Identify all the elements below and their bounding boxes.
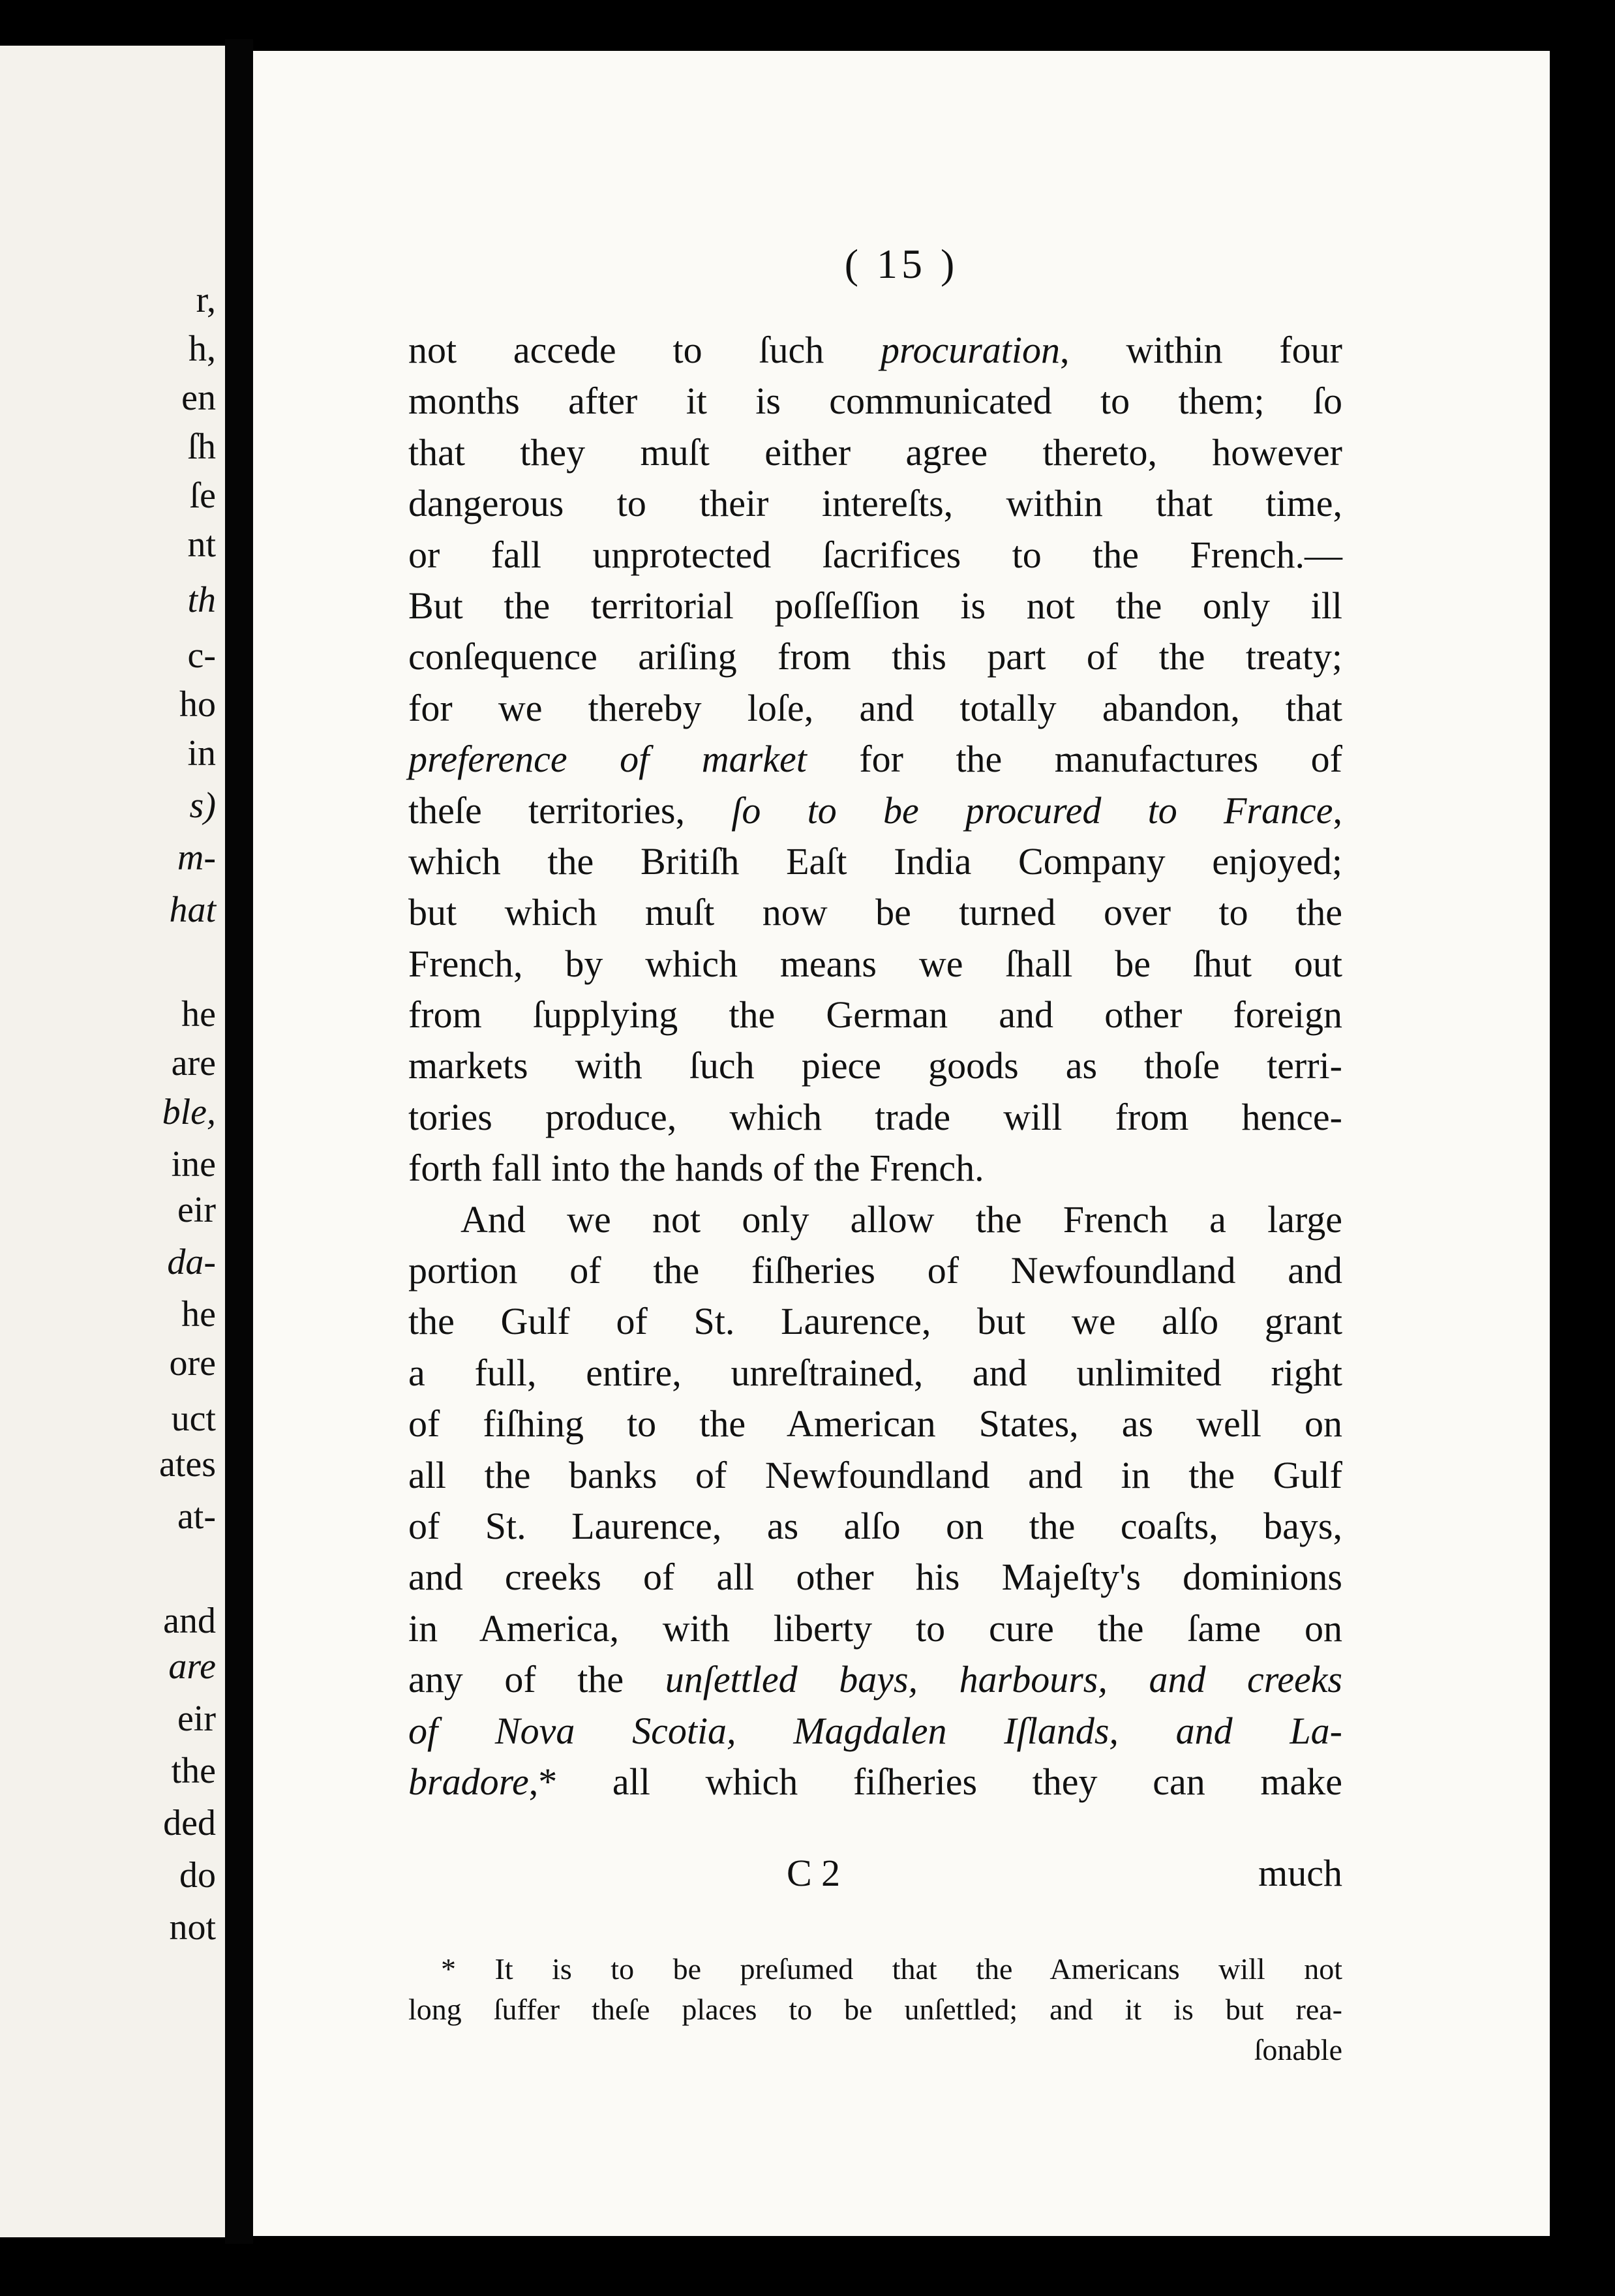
text-line: of fiſhing to the American States, as well on xyxy=(408,1402,1342,1445)
left-page-line: in xyxy=(187,733,216,774)
left-page-line: nt xyxy=(187,524,216,565)
text-line: theſe territories, ſo to be procured to France, xyxy=(408,789,1342,832)
text-line xyxy=(408,1706,1342,1757)
text-line: or fall unprotected ſacrifices to the French.— xyxy=(408,533,1342,576)
text-line: conſequence ariſing from this part of the treaty; xyxy=(408,635,1342,678)
left-page-line: ho xyxy=(179,684,216,725)
book-gutter xyxy=(225,39,253,2244)
left-page-line: he xyxy=(181,994,216,1035)
text-line: And we not only allow the French a large xyxy=(460,1198,1342,1241)
left-page-line: do xyxy=(179,1855,216,1896)
catchword: much xyxy=(1258,1852,1342,1894)
footnote-line: * It is to be preſumed that the Americans will not xyxy=(441,1952,1342,1986)
left-page-line: s) xyxy=(189,785,216,826)
text-line: But the territorial poſſeſſion is not the only ill xyxy=(408,584,1342,627)
text-line: tories produce, which trade will from hence- xyxy=(408,1095,1342,1138)
footnote-line: ſonable xyxy=(1254,2033,1342,2066)
left-page-line: and xyxy=(163,1601,216,1641)
italic-run: preference of market xyxy=(408,738,807,781)
left-page-line: not xyxy=(169,1907,216,1948)
left-page-line: ble, xyxy=(162,1092,216,1132)
left-page-line: ates xyxy=(158,1444,216,1485)
text-line: the Gulf of St. Laurence, but we alſo grant xyxy=(408,1300,1342,1343)
left-page-line: da- xyxy=(167,1242,216,1282)
left-page-line: h, xyxy=(189,329,216,369)
left-page-line: eir xyxy=(177,1190,216,1230)
text-line: and creeks of all other his Majeſty's dominions xyxy=(408,1556,1342,1599)
body-text xyxy=(408,325,1342,1807)
left-page-line: ſe xyxy=(189,476,216,516)
footnote-line: long ſuffer theſe places to be unſettled; and it is but rea- xyxy=(408,1993,1342,2026)
page-number-header: ( 15 ) xyxy=(844,241,959,287)
text-line: dangerous to their intereſts, within that time, xyxy=(408,482,1342,525)
text-line: for we thereby loſe, and totally abandon, that xyxy=(408,686,1342,729)
left-page-line: c- xyxy=(187,635,216,676)
left-page-line: are xyxy=(171,1043,216,1083)
left-page-line: r, xyxy=(196,280,216,320)
italic-run: ſo to be procured to France xyxy=(731,789,1333,832)
left-page-line: ſh xyxy=(187,427,216,467)
text-line: not accede to ſuch procuration, within four xyxy=(408,329,1342,371)
text-line: in America, with liberty to cure the ſame on xyxy=(408,1607,1342,1650)
left-page-line: are xyxy=(168,1646,216,1687)
italic-run: of Nova Scotia, Magdalen Iſlands, and La- xyxy=(408,1709,1342,1752)
text-line: any of the unſettled bays, harbours, and creeks xyxy=(408,1658,1343,1701)
text-line: portion of the fiſheries of Newfoundland and xyxy=(408,1249,1342,1292)
text-line: months after it is communicated to them; ſo xyxy=(408,380,1342,423)
left-page-line: uct xyxy=(171,1398,216,1439)
text-line: which the Britiſh Eaſt India Company enjoyed; xyxy=(408,839,1342,883)
text-line: forth fall into the hands of the French. xyxy=(408,1147,984,1190)
page-footer-row xyxy=(408,1851,1342,1903)
left-page-line: ded xyxy=(163,1803,216,1843)
left-page-line: en xyxy=(181,378,216,418)
previous-page-fragment xyxy=(0,46,225,2237)
text-line: preference of market for the manufactures of xyxy=(408,738,1342,781)
left-page-line: at- xyxy=(177,1496,216,1537)
left-page-line: m- xyxy=(177,838,216,878)
left-page-line: he xyxy=(181,1294,216,1335)
text-line: a full, entire, unreſtrained, and unlimited right xyxy=(408,1351,1342,1394)
italic-run: procuration xyxy=(881,329,1061,371)
text-line: markets with ſuch piece goods as thoſe terri- xyxy=(408,1044,1342,1087)
left-page-line: ine xyxy=(171,1144,216,1185)
text-line: bradore,* all which fiſheries they can make xyxy=(408,1760,1342,1803)
italic-run: unſettled bays, harbours, and creeks xyxy=(665,1658,1343,1701)
left-page-line: eir xyxy=(177,1699,216,1739)
text-line: but which muſt now be turned over to the xyxy=(408,891,1342,934)
left-page-line: the xyxy=(171,1751,216,1791)
text-line: that they muſt either agree thereto, however xyxy=(408,430,1342,474)
left-page-line: th xyxy=(187,580,216,620)
text-line: French, by which means we ſhall be ſhut out xyxy=(408,942,1342,985)
text-line: of St. Laurence, as alſo on the coaſts, bays, xyxy=(408,1504,1342,1547)
left-page-line: ore xyxy=(169,1343,216,1383)
footnote xyxy=(408,1949,1342,2070)
italic-run: bradore xyxy=(408,1760,529,1803)
current-page xyxy=(253,51,1550,2236)
text-line: all the banks of Newfoundland and in the Gulf xyxy=(408,1453,1342,1496)
text-line: from ſupplying the German and other foreign xyxy=(408,993,1342,1036)
left-page-line: hat xyxy=(169,890,216,930)
signature-mark: C 2 xyxy=(787,1852,841,1894)
